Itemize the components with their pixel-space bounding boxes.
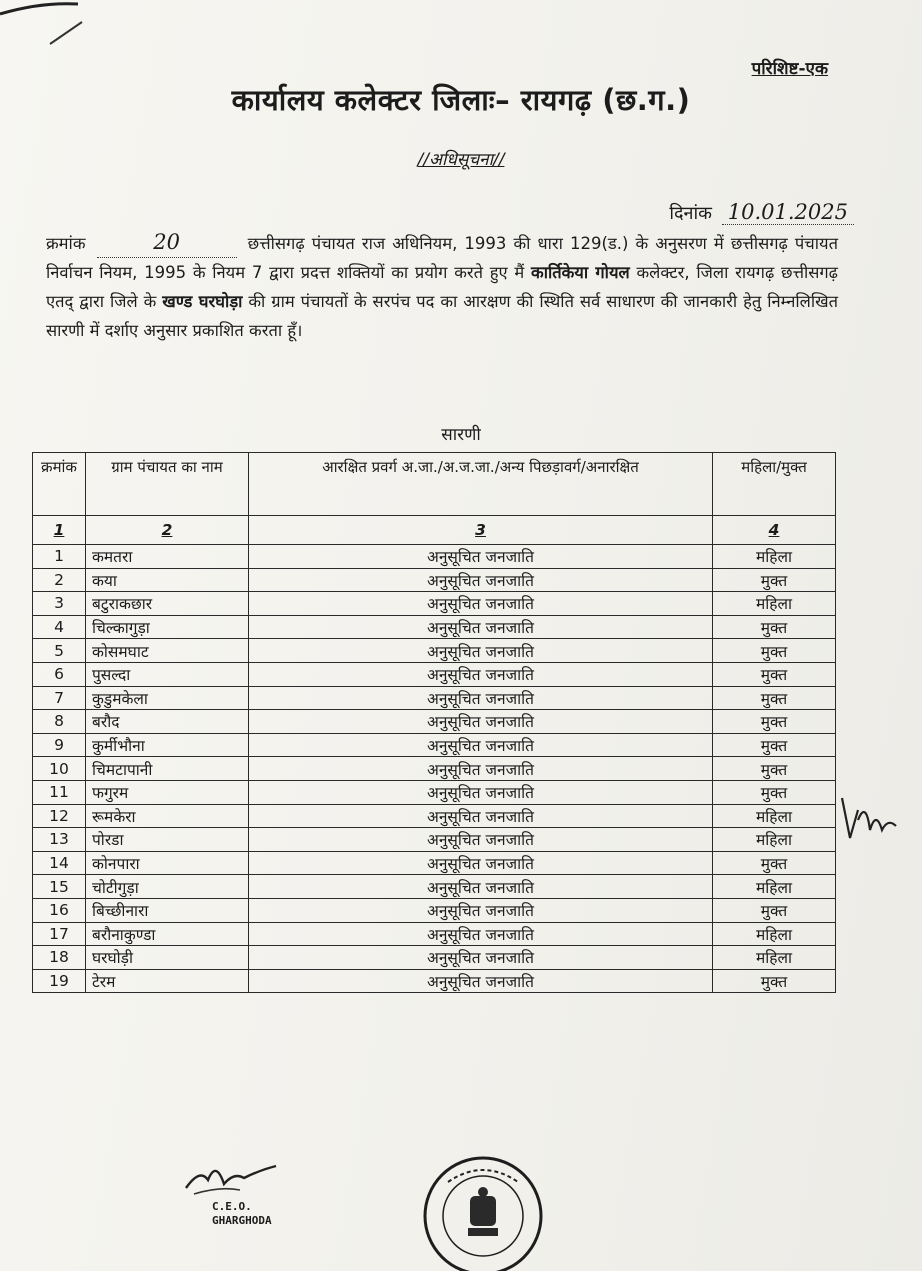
table-row [33, 922, 836, 946]
table-row [33, 568, 836, 592]
table-row [33, 733, 836, 757]
row-category: अनुसूचित जनजाति [249, 662, 713, 686]
row-gram-panchayat: कुर्मीभौना [86, 733, 249, 757]
table-row [33, 898, 836, 922]
row-serial: 6 [33, 662, 86, 686]
table-row [33, 662, 836, 686]
table-row [33, 545, 836, 569]
row-status: मुक्त [713, 639, 836, 663]
row-status: मुक्त [713, 686, 836, 710]
text-part2: कलेक्टर, जिला रायगढ़ छत्तीसगढ़ एतद् द्वारा जिले के [46, 263, 838, 311]
date-label: दिनांक [669, 203, 713, 224]
date-value: 10.01.2025 [722, 200, 854, 225]
row-category: अनुसूचित जनजाति [249, 922, 713, 946]
table-row [33, 710, 836, 734]
order-paragraph [46, 228, 838, 345]
row-category: अनुसूचित जनजाति [249, 568, 713, 592]
row-gram-panchayat: चिल्कागुड़ा [86, 615, 249, 639]
row-serial: 12 [33, 804, 86, 828]
row-gram-panchayat: टेरम [86, 969, 249, 993]
row-serial: 19 [33, 969, 86, 993]
row-gram-panchayat: बरौनाकुण्डा [86, 922, 249, 946]
row-category: अनुसूचित जनजाति [249, 710, 713, 734]
table-caption: सारणी [441, 425, 481, 445]
officer-name: कार्तिकेया गोयल [531, 263, 630, 282]
row-gram-panchayat: चोटीगुड़ा [86, 875, 249, 899]
row-category: अनुसूचित जनजाति [249, 757, 713, 781]
row-gram-panchayat: कोनपारा [86, 851, 249, 875]
ref-number: 20 [97, 228, 237, 258]
table-row [33, 780, 836, 804]
row-category: अनुसूचित जनजाति [249, 804, 713, 828]
row-category: अनुसूचित जनजाति [249, 686, 713, 710]
row-status: मुक्त [713, 898, 836, 922]
table-row [33, 969, 836, 993]
header-gram-panchayat: ग्राम पंचायत का नाम [86, 453, 249, 516]
ceo-signature [180, 1150, 290, 1205]
row-category: अनुसूचित जनजाति [249, 545, 713, 569]
row-serial: 1 [33, 545, 86, 569]
row-category: अनुसूचित जनजाति [249, 969, 713, 993]
row-status: महिला [713, 804, 836, 828]
row-gram-panchayat: फगुरम [86, 780, 249, 804]
table-row [33, 946, 836, 970]
signature-initials [836, 790, 906, 850]
row-gram-panchayat: पुसल्दा [86, 662, 249, 686]
header-category: आरक्षित प्रवर्ग अ.जा./अ.ज.जा./अन्य पिछड़ावर्ग/अनारक्षित [249, 453, 713, 516]
table-row [33, 757, 836, 781]
row-serial: 9 [33, 733, 86, 757]
row-category: अनुसूचित जनजाति [249, 875, 713, 899]
table-row [33, 615, 836, 639]
block-label: खण्ड घरघोड़ा [162, 292, 243, 311]
row-category: अनुसूचित जनजाति [249, 639, 713, 663]
text-part1: छत्तीसगढ़ पंचायत राज अधिनियम, 1993 की धारा 129(ड.) के अनुसरण में छत्तीसगढ़ पंचायत निर्वाचन नियम, 1995 के नियम 7 द्वारा प्रदत्त शक्तियों का प्रयोग करते हुए मैं [46, 234, 838, 282]
row-category: अनुसूचित जनजाति [249, 615, 713, 639]
row-serial: 10 [33, 757, 86, 781]
table-row [33, 804, 836, 828]
row-gram-panchayat: कोसमघाट [86, 639, 249, 663]
row-status: मुक्त [713, 780, 836, 804]
row-status: मुक्त [713, 662, 836, 686]
table-row [33, 686, 836, 710]
row-status: महिला [713, 922, 836, 946]
row-gram-panchayat: घरघोड़ी [86, 946, 249, 970]
row-category: अनुसूचित जनजाति [249, 733, 713, 757]
row-gram-panchayat: कुडुमकेला [86, 686, 249, 710]
reservation-table [32, 452, 836, 993]
row-gram-panchayat: बरौद [86, 710, 249, 734]
text-part3: की ग्राम पंचायतों के सरपंच पद का आरक्षण की स्थिति सर्व साधारण की जानकारी हेतु निम्नलिखित सारणी में दर्शाए अनुसार प्रकाशित करता हूँ। [46, 292, 838, 340]
column-number: 2 [86, 516, 249, 545]
row-serial: 3 [33, 592, 86, 616]
row-category: अनुसूचित जनजाति [249, 780, 713, 804]
date-row [669, 200, 854, 225]
column-number-row [33, 516, 836, 545]
header-serial: क्रमांक [33, 453, 86, 516]
row-serial: 8 [33, 710, 86, 734]
row-status: मुक्त [713, 757, 836, 781]
notification-heading: //अधिसूचना// [417, 150, 505, 170]
row-gram-panchayat: पोरडा [86, 828, 249, 852]
column-number: 4 [713, 516, 836, 545]
header-status: महिला/मुक्त [713, 453, 836, 516]
column-number: 3 [249, 516, 713, 545]
row-status: मुक्त [713, 851, 836, 875]
row-status: महिला [713, 875, 836, 899]
row-category: अनुसूचित जनजाति [249, 946, 713, 970]
table-row [33, 828, 836, 852]
row-gram-panchayat: रूमकेरा [86, 804, 249, 828]
row-serial: 16 [33, 898, 86, 922]
appendix-label: परिशिष्ट-एक [751, 59, 828, 79]
row-status: महिला [713, 545, 836, 569]
table-row [33, 592, 836, 616]
row-serial: 17 [33, 922, 86, 946]
row-serial: 11 [33, 780, 86, 804]
row-serial: 15 [33, 875, 86, 899]
row-gram-panchayat: कया [86, 568, 249, 592]
office-title: कार्यालय कलेक्टर जिलाः– रायगढ़ (छ.ग.) [231, 83, 691, 117]
row-status: महिला [713, 592, 836, 616]
row-gram-panchayat: बिच्छीनारा [86, 898, 249, 922]
table-row [33, 875, 836, 899]
row-serial: 2 [33, 568, 86, 592]
row-status: मुक्त [713, 969, 836, 993]
ceo-designation: C.E.O. GHARGHODA [212, 1200, 272, 1227]
row-category: अनुसूचित जनजाति [249, 592, 713, 616]
table-header-row [33, 453, 836, 516]
row-serial: 13 [33, 828, 86, 852]
row-status: महिला [713, 946, 836, 970]
pen-mark-icon [0, 0, 100, 60]
row-category: अनुसूचित जनजाति [249, 828, 713, 852]
row-status: मुक्त [713, 568, 836, 592]
row-status: महिला [713, 828, 836, 852]
row-status: मुक्त [713, 615, 836, 639]
row-category: अनुसूचित जनजाति [249, 851, 713, 875]
row-gram-panchayat: कमतरा [86, 545, 249, 569]
row-serial: 7 [33, 686, 86, 710]
row-status: मुक्त [713, 710, 836, 734]
row-category: अनुसूचित जनजाति [249, 898, 713, 922]
row-serial: 18 [33, 946, 86, 970]
column-number: 1 [33, 516, 86, 545]
table-row [33, 851, 836, 875]
row-gram-panchayat: चिमटापानी [86, 757, 249, 781]
row-status: मुक्त [713, 733, 836, 757]
table-row [33, 639, 836, 663]
office-seal-icon [418, 1152, 548, 1271]
row-serial: 5 [33, 639, 86, 663]
ref-label: क्रमांक [46, 234, 86, 253]
row-serial: 14 [33, 851, 86, 875]
row-serial: 4 [33, 615, 86, 639]
row-gram-panchayat: बटुराकछार [86, 592, 249, 616]
